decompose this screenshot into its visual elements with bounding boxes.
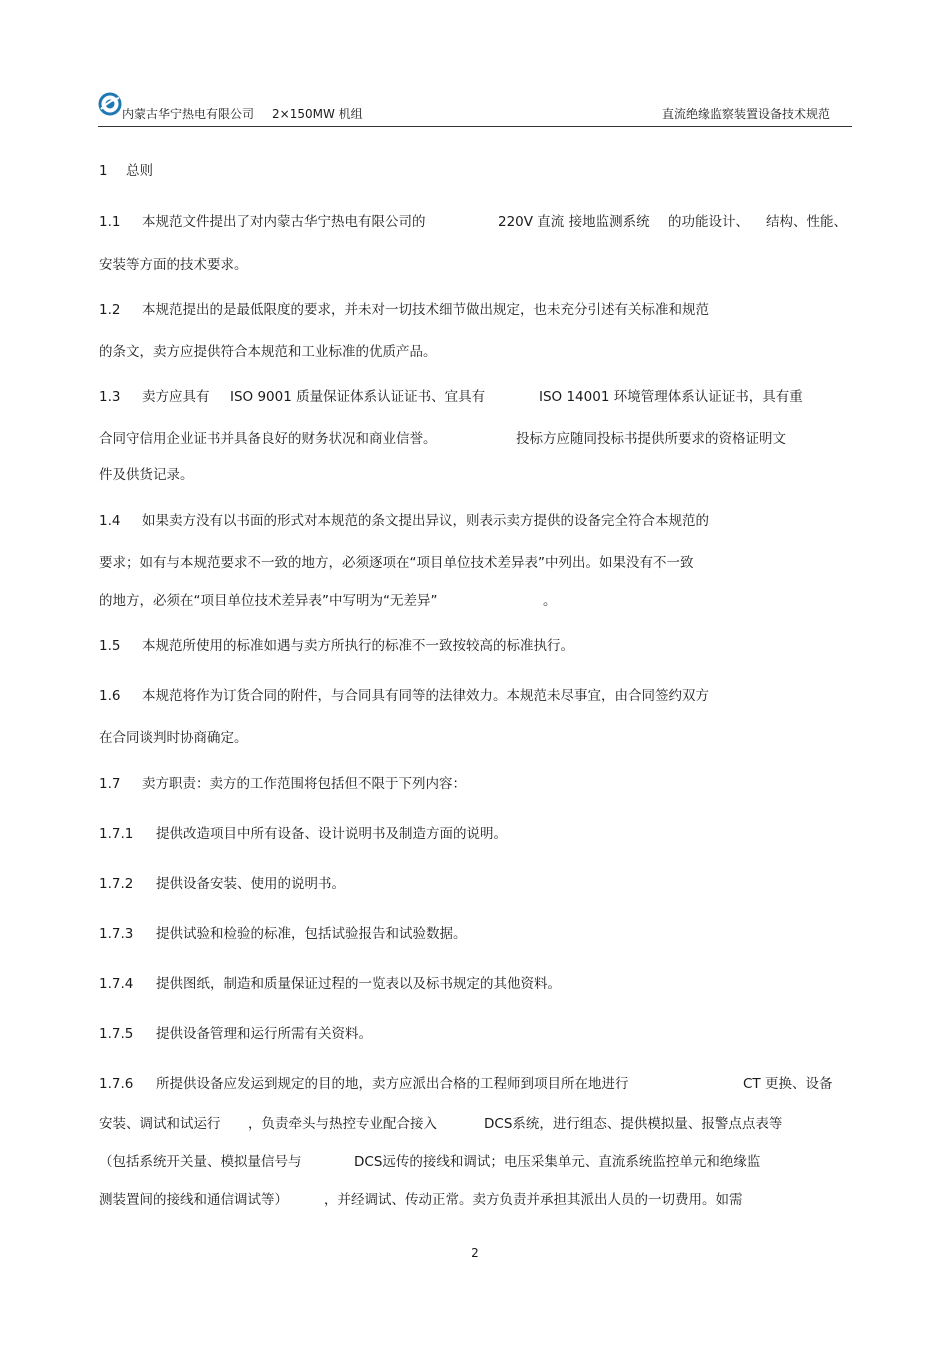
clause-number: 1.7.3 [99, 926, 134, 942]
clause-text: 安装等方面的技术要求。 [99, 257, 248, 273]
clause-number: 1.1 [99, 214, 121, 230]
clause-number: 1.7.4 [99, 976, 134, 992]
clause-text: 本规范所使用的标准如遇与卖方所执行的标准不一致按较高的标准执行。 [142, 638, 574, 654]
clause-text: 卖方职责：卖方的工作范围将包括但不限于下列内容： [142, 776, 466, 792]
clause-text: 提供设备安装、使用的说明书。 [156, 876, 345, 892]
clause-text: 本规范提出的是最低限度的要求，并未对一切技术细节做出规定，也未充分引述有关标准和规范 [142, 302, 709, 318]
clause-text: ISO 9001 质量保证体系认证证书、宜具有 [230, 389, 486, 405]
clause-number: 1.7.5 [99, 1026, 134, 1042]
header-unit: 2×150MW 机组 [272, 107, 363, 121]
section-number: 1 [99, 163, 108, 179]
page-header [98, 92, 852, 127]
clause-text: 提供改造项目中所有设备、设计说明书及制造方面的说明。 [156, 826, 507, 842]
clause-text: 要求；如有与本规范要求不一致的地方，必须逐项在“项目单位技术差异表”中列出。如果没有不一致 [99, 555, 694, 571]
clause-text: 安装、调试和试运行 [99, 1116, 221, 1132]
clause-number: 1.7.2 [99, 876, 134, 892]
clause-number: 1.7 [99, 776, 121, 792]
clause-text: 合同守信用企业证书并具备良好的财务状况和商业信誉。 [99, 431, 437, 447]
header-company: 内蒙古华宁热电有限公司 [122, 107, 255, 121]
clause-number: 1.5 [99, 638, 121, 654]
clause-text: ，并经调试、传动正常。卖方负责并承担其派出人员的一切费用。如需 [324, 1192, 743, 1208]
clause-number: 1.2 [99, 302, 121, 318]
clause-text: 提供设备管理和运行所需有关资料。 [156, 1026, 372, 1042]
page-number: 2 [471, 1246, 479, 1260]
clause-text: DCS远传的接线和调试；电压采集单元、直流系统监控单元和绝缘监 [354, 1154, 761, 1170]
clause-number: 1.7.1 [99, 826, 134, 842]
clause-text: 测装置间的接线和通信调试等） [99, 1192, 288, 1208]
clause-text: 卖方应具有 [142, 389, 210, 405]
clause-text: 本规范将作为订货合同的附件，与合同具有同等的法律效力。本规范未尽事宜，由合同签约双方 [142, 688, 709, 704]
clause-text: 220V 直流 接地监测系统 [498, 214, 650, 230]
clause-text: （包括系统开关量、模拟量信号与 [99, 1154, 302, 1170]
clause-text: ISO 14001 环境管理体系认证证书，具有重 [539, 389, 803, 405]
section-title: 总则 [126, 163, 153, 179]
clause-text: 的功能设计、 [668, 214, 749, 230]
clause-text: 本规范文件提出了对内蒙古华宁热电有限公司的 [142, 214, 426, 230]
clause-number: 1.3 [99, 389, 121, 405]
header-title: 直流绝缘监察装置设备技术规范 [661, 107, 830, 121]
clause-text: 。 [543, 593, 557, 609]
clause-number: 1.7.6 [99, 1076, 134, 1092]
clause-text: 件及供货记录。 [99, 467, 194, 483]
clause-number: 1.6 [99, 688, 121, 704]
header-company-line [122, 105, 363, 122]
clause-text: 提供图纸，制造和质量保证过程的一览表以及标书规定的其他资料。 [156, 976, 561, 992]
clause-text: 结构、性能、 [766, 214, 847, 230]
clause-text: CT 更换、设备 [743, 1076, 833, 1092]
clause-number: 1.4 [99, 513, 121, 529]
clause-text: 投标方应随同投标书提供所要求的资格证明文 [516, 431, 786, 447]
company-logo-icon [98, 92, 122, 116]
clause-text: 提供试验和检验的标准，包括试验报告和试验数据。 [156, 926, 467, 942]
clause-text: ，负责牵头与热控专业配合接入 [248, 1116, 437, 1132]
clause-text: DCS系统，进行组态、提供模拟量、报警点点表等 [484, 1116, 783, 1132]
clause-text: 在合同谈判时协商确定。 [99, 730, 248, 746]
clause-text: 的地方，必须在“项目单位技术差异表”中写明为“无差异” [99, 593, 438, 609]
clause-text: 所提供设备应发运到规定的目的地，卖方应派出合格的工程师到项目所在地进行 [156, 1076, 629, 1092]
clause-text: 如果卖方没有以书面的形式对本规范的条文提出异议，则表示卖方提供的设备完全符合本规范的 [142, 513, 709, 529]
clause-text: 的条文，卖方应提供符合本规范和工业标准的优质产品。 [99, 344, 437, 360]
